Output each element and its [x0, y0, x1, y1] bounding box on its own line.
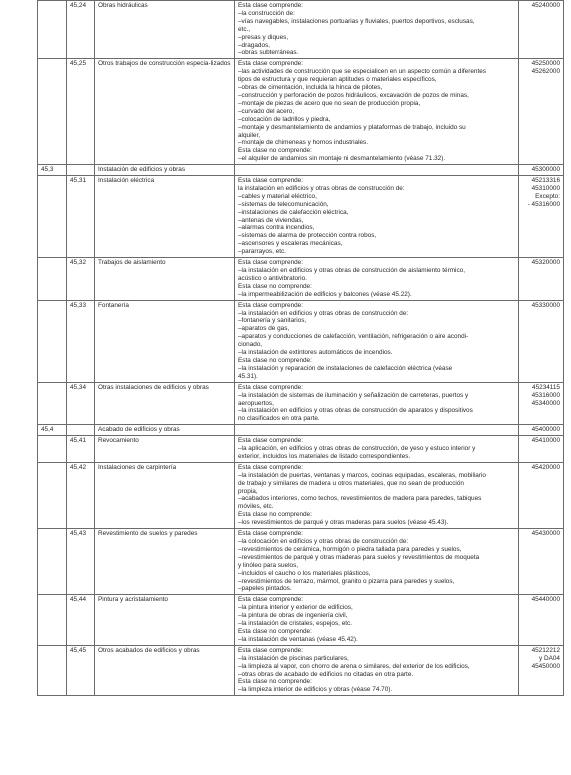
cpv-code: 45420000: [531, 463, 560, 471]
cpv-code: 45310000: [531, 184, 560, 192]
description-line: –la instalación de sistemas de iluminación y señalización de carreteras, puertos y: [238, 391, 469, 399]
description-line: –la pintura de obras de ingeniería civil,: [238, 612, 348, 620]
group-code: 45,33: [67, 300, 95, 382]
nace-classification-table: [37, 0, 564, 696]
table-body: [38, 1, 564, 696]
class-description: [235, 382, 519, 425]
description-line: –papeles pintados.: [238, 585, 292, 593]
class-description: [235, 300, 519, 382]
group-code: 45,43: [67, 529, 95, 595]
group-code: 45,45: [67, 645, 95, 695]
class-description: [235, 645, 519, 695]
cpv-code: 45212212: [531, 646, 560, 654]
description-line: Esta clase no comprende:: [238, 356, 312, 364]
table-row: [38, 300, 564, 382]
cpv-code: 45234115: [532, 383, 560, 391]
group-code: 45,24: [67, 1, 95, 59]
description-line: –la limpieza interior de edificios y obras (véase 74.70).: [238, 686, 393, 694]
class-description: [235, 165, 519, 176]
description-line: –la impermeabilización de edificios y balcones (véase 45.22).: [238, 290, 412, 298]
description-line: –la instalación en edificios y otras obras de construcción de aparatos y dispositivos: [238, 407, 473, 415]
table-row: [38, 382, 564, 425]
description-line: acústico o antivibratorio.: [238, 274, 307, 282]
description-line: alquiler,: [238, 131, 261, 139]
description-line: –sistemas de alarma de protección contra robos,: [238, 232, 377, 240]
cpv-codes: [519, 176, 564, 258]
cpv-codes: [519, 425, 564, 436]
class-description: [235, 595, 519, 645]
description-line: –la pintura interior y exterior de edificios,: [238, 604, 353, 612]
description-line: –cables y material eléctrico,: [238, 192, 317, 200]
class-title: Otros trabajos de construcción especia-lizados: [95, 59, 235, 165]
description-line: –antenas de viviendas,: [238, 216, 304, 224]
division-code: 45,4: [38, 425, 67, 436]
cpv-code: 45262000: [531, 68, 560, 76]
description-line: –curvado del acero,: [238, 107, 295, 115]
description-line: Esta clase no comprende:: [238, 511, 312, 519]
description-line: –revestimientos de cerámica, hormigón o piedra tallada para paredes y suelos,: [238, 545, 462, 553]
description-line: –presas y diques,: [238, 33, 289, 41]
cpv-code: 45450000: [531, 662, 560, 670]
description-line: aeropuertos,: [238, 399, 274, 407]
group-code: 45,25: [67, 59, 95, 165]
table-row: [38, 258, 564, 301]
description-line: Esta clase no comprende:: [238, 627, 312, 635]
description-line: –acabados interiores, como techos, revestimientos de madera para paredes, tabiques: [238, 495, 482, 503]
class-title: Trabajos de aislamiento: [95, 258, 235, 301]
division-code: [38, 382, 67, 425]
table-row: [38, 462, 564, 528]
cpv-code: 45250000: [531, 60, 560, 68]
class-description: [235, 425, 519, 436]
description-line: Esta clase comprende:: [238, 60, 304, 68]
cpv-codes: [519, 462, 564, 528]
description-line: –la instalación y reparación de instalaciones de calefacción eléctrica (véase: [238, 364, 453, 372]
table-row: [38, 436, 564, 463]
class-title: Revestimiento de suelos y paredes: [95, 529, 235, 595]
cpv-codes: [519, 258, 564, 301]
class-description: [235, 436, 519, 463]
description-line: –la colocación en edificios y otras obras de construcción de:: [238, 538, 409, 545]
cpv-codes: [519, 529, 564, 595]
description-line: –la instalación de piscinas particulares,: [238, 654, 349, 662]
description-line: –la instalación de ventanas (véase 45.42).: [238, 635, 358, 643]
description-line: –la instalación de cristales, espejos, etc.: [238, 620, 353, 628]
table-row: [38, 645, 564, 695]
class-title: Obras hidráulicas: [95, 1, 235, 59]
description-line: Esta clase comprende:: [238, 646, 304, 654]
description-line: exterior, incluidos los materiales de listado correspondientes.: [238, 452, 411, 460]
description-line: etc.,: [238, 25, 251, 33]
cpv-codes: [519, 59, 564, 165]
description-line: –montaje y desmantelamiento de andamios y plataformas de trabajo, incluido su: [238, 123, 466, 131]
description-line: Esta clase comprende:: [238, 437, 304, 445]
table-row: [38, 176, 564, 258]
description-line: Esta clase comprende:: [238, 383, 304, 391]
description-line: –colocación de ladrillos y piedra,: [238, 115, 331, 123]
description-line: Esta clase comprende:: [238, 259, 304, 267]
description-line: –alarmas contra incendios,: [238, 224, 315, 232]
division-code: [38, 300, 67, 382]
division-code: [38, 176, 67, 258]
description-line: –el alquiler de andamios sin montaje ni desmantelamiento (véase 71.32).: [238, 155, 446, 163]
table-row: [38, 595, 564, 645]
group-code: [67, 165, 95, 176]
description-line: –aparatos de gas,: [238, 325, 290, 333]
class-description: [235, 59, 519, 165]
division-code: [38, 1, 67, 59]
division-code: [38, 595, 67, 645]
description-line: propia,: [238, 487, 258, 495]
class-title: Otras instalaciones de edificios y obras: [95, 382, 235, 425]
class-title: Instalaciones de carpintería: [95, 462, 235, 528]
description-line: –obras de cimentación, incluida la hinca de pilotes,: [238, 84, 383, 92]
group-code: 45,34: [67, 382, 95, 425]
cpv-codes: [519, 300, 564, 382]
description-line: Esta clase comprende:: [238, 2, 304, 9]
description-line: –aparatos y conducciones de calefacción, ventilación, refrigeración o aire acondi-: [238, 333, 469, 341]
description-line: móviles, etc.: [238, 503, 274, 511]
cpv-codes: [519, 595, 564, 645]
cpv-codes: [519, 645, 564, 695]
description-line: tipos de estructura y que requieran aptitudes o materiales específicos,: [238, 76, 437, 84]
cpv-code: y DA04: [539, 654, 560, 662]
description-line: Esta clase comprende:: [238, 596, 304, 604]
group-code: [67, 425, 95, 436]
cpv-code: 45340000: [531, 399, 560, 407]
class-title: Fontanería: [95, 300, 235, 382]
description-line: Esta clase comprende:: [238, 463, 304, 471]
class-description: [235, 462, 519, 528]
description-line: Esta clase no comprende:: [238, 282, 312, 290]
division-code: [38, 436, 67, 463]
description-line: Esta clase comprende:: [238, 177, 304, 185]
description-line: –la instalación en edificios y otras obras de construcción de aislamiento térmico,: [238, 267, 465, 274]
cpv-codes: [519, 436, 564, 463]
group-code: 45,42: [67, 462, 95, 528]
description-line: y linóleo para suelos,: [238, 561, 299, 569]
description-line: –dragados,: [238, 41, 270, 49]
description-line: –fontanería y sanitarios,: [238, 317, 307, 325]
description-line: Esta clase comprende:: [238, 530, 304, 538]
description-line: –revestimientos de parqué y otras maderas para suelos y revestimientos de moqueta: [238, 553, 480, 561]
group-code: 45,31: [67, 176, 95, 258]
description-line: –revestimientos de terrazo, mármol, granito o pizarra para paredes y suelos,: [238, 577, 455, 585]
class-title: Acabado de edificios y obras: [95, 425, 235, 436]
division-code: [38, 645, 67, 695]
table-row: [38, 59, 564, 165]
description-line: la instalación en edificios y otras obras de construcción de:: [238, 184, 405, 192]
description-line: no clasificados en otra parte.: [238, 415, 320, 423]
description-line: de trabajo y similares de madera u otros materiales, que no sean de producción: [238, 479, 464, 487]
table-row: [38, 165, 564, 176]
description-line: Esta clase no comprende:: [238, 678, 312, 686]
description-line: –instalaciones de calefacción eléctrica,: [238, 208, 349, 216]
cpv-code: - 45316000: [527, 200, 560, 208]
class-title: Otros acabados de edificios y obras: [95, 645, 235, 695]
class-description: [235, 529, 519, 595]
cpv-code: 45320000: [531, 259, 560, 267]
group-code: 45,44: [67, 595, 95, 645]
cpv-code: 45300000: [531, 166, 560, 174]
description-line: –la construcción de:: [238, 9, 295, 17]
description-line: –montaje de chimeneas y hornos industriales.: [238, 139, 369, 147]
division-code: 45,3: [38, 165, 67, 176]
description-line: –incluidos el caucho o los materiales plásticos,: [238, 569, 371, 577]
division-code: [38, 462, 67, 528]
description-line: –montaje de piezas de acero que no sean de producción propia,: [238, 99, 421, 107]
description-line: –la instalación de extintores automáticos de incendios.: [238, 349, 393, 357]
cpv-code: 45240000: [531, 2, 560, 9]
description-line: –pararrayos, etc.: [238, 248, 286, 256]
description-line: cionado,: [238, 341, 263, 349]
description-line: Esta clase comprende:: [238, 301, 304, 309]
description-line: –construcción y perforación de pozos hidráulicos, excavación de pozos de minas,: [238, 91, 469, 99]
cpv-code: 45330000: [531, 301, 560, 309]
description-line: –la limpieza al vapor, con chorro de arena o similares, del exterior de los edificios,: [238, 662, 470, 670]
cpv-code: 45213316: [531, 177, 560, 185]
table-row: [38, 529, 564, 595]
class-title: Pintura y acristalamiento: [95, 595, 235, 645]
division-code: [38, 59, 67, 165]
description-line: Esta clase no comprende:: [238, 147, 312, 155]
cpv-codes: [519, 165, 564, 176]
description-line: –ascensores y escaleras mecánicas,: [238, 240, 343, 248]
cpv-code: 45410000: [531, 437, 560, 445]
cpv-codes: [519, 382, 564, 425]
description-line: –la instalación de puertas, ventanas y marcos, cocinas equipadas, escaleras, mobiliario: [238, 471, 486, 479]
cpv-code: 45400000: [531, 426, 560, 434]
class-description: [235, 258, 519, 301]
description-line: 45.31).: [238, 372, 258, 380]
cpv-code: 45440000: [531, 596, 560, 604]
cpv-code: 45430000: [531, 530, 560, 538]
cpv-codes: [519, 1, 564, 59]
description-line: –sistemas de telecomunicación,: [238, 200, 329, 208]
group-code: 45,32: [67, 258, 95, 301]
table-row: [38, 425, 564, 436]
cpv-code: Excepto:: [535, 192, 560, 200]
class-title: Instalación de edificios y obras: [95, 165, 235, 176]
class-description: [235, 176, 519, 258]
table-row: [38, 1, 564, 59]
class-description: [235, 1, 519, 59]
description-line: –los revestimientos de parqué y otras maderas para suelos (véase 45.43).: [238, 519, 449, 527]
cpv-code: 45316000: [531, 391, 560, 399]
description-line: –obras subterráneas.: [238, 49, 299, 57]
class-title: Revocamiento: [95, 436, 235, 463]
division-code: [38, 258, 67, 301]
description-line: –vías navegables, instalaciones portuarias y fluviales, puertos deportivos, esclusas,: [238, 17, 475, 25]
class-title: Instalación eléctrica: [95, 176, 235, 258]
division-code: [38, 529, 67, 595]
description-line: –las actividades de construcción que se especialicen en un aspecto común a diferentes: [238, 68, 486, 76]
description-line: –otras obras de acabado de edificios no citadas en otra parte.: [238, 670, 414, 678]
description-line: –la instalación en edificios y otras obras de construcción de:: [238, 309, 409, 317]
group-code: 45,41: [67, 436, 95, 463]
description-line: –la aplicación, en edificios y otras obras de construcción, de yeso y estuco interior y: [238, 445, 476, 453]
